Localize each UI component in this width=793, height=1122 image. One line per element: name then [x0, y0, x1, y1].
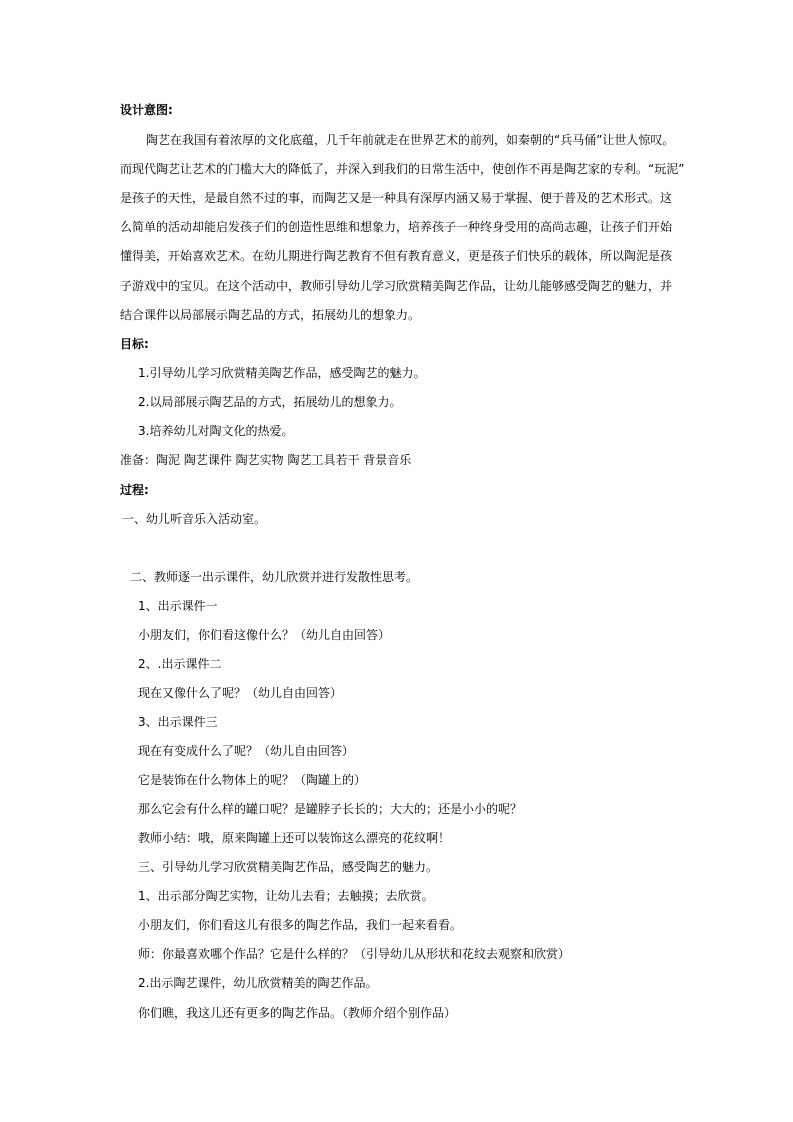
process-heading: 过程: [120, 483, 149, 497]
design-intent-line: 子游戏中的宝贝。在这个活动中，教师引导幼儿学习欣赏精美陶艺作品，让幼儿能够感受陶艺的魅力，并 [120, 279, 673, 293]
process-step: 1、出示部分陶艺实物，让幼儿去看；去触摸；去欣赏。 [138, 889, 434, 903]
process-step: 你们瞧，我这儿还有更多的陶艺作品。（教师介绍个别作品） [138, 1006, 457, 1020]
goal-item: 2.以局部展示陶艺品的方式，拓展幼儿的想象力。 [138, 395, 402, 409]
process-step: 3、出示课件三 [138, 715, 218, 729]
process-step: 2.出示陶艺课件，幼儿欣赏精美的陶艺作品。 [138, 976, 378, 990]
goals-heading: 目标: [120, 337, 149, 351]
process-step: 小朋友们，你们看这像什么？（幼儿自由回答） [138, 628, 391, 642]
process-step: 师：你最喜欢哪个作品？它是什么样的？（引导幼儿从形状和花纹去观察和欣赏） [138, 947, 571, 961]
process-step: 小朋友们，你们看这儿有很多的陶艺作品，我们一起来看看。 [138, 918, 463, 932]
process-step: 那么它会有什么样的罐口呢？是罐脖子长长的；大大的；还是小小的呢？ [138, 802, 523, 816]
process-step: 一、幼儿听音乐入活动室。 [122, 512, 267, 526]
process-step: 二、教师逐一出示课件，幼儿欣赏并进行发散性思考。 [130, 570, 419, 584]
preparation-line: 准备：陶泥 陶艺课件 陶艺实物 陶艺工具若干 背景音乐 [120, 453, 412, 467]
design-intent-line: 懂得美，开始喜欢艺术。在幼儿期进行陶艺教育不但有教育意义，更是孩子们快乐的载体，所以陶泥是孩 [120, 249, 673, 263]
goal-item: 1.引导幼儿学习欣赏精美陶艺作品，感受陶艺的魅力。 [138, 366, 426, 380]
goal-item: 3.培养幼儿对陶文化的热爱。 [138, 424, 294, 438]
process-step: 现在又像什么了呢？（幼儿自由回答） [138, 686, 343, 700]
design-intent-line: 而现代陶艺让艺术的门槛大大的降低了，并深入到我们的日常生活中，使创作不再是陶艺家的专利。“玩泥” [120, 162, 685, 176]
design-intent-line: 么简单的活动却能启发孩子们的创造性思维和想象力，培养孩子一种终身受用的高尚志趣，让孩子们开始 [120, 220, 673, 234]
process-step: 2、.出示课件二 [138, 657, 222, 671]
design-intent-line: 是孩子的天性，是最自然不过的事，而陶艺又是一种具有深厚内涵又易于掌握、便于普及的艺术形式。这 [120, 191, 673, 205]
design-intent-line: 结合课件以局部展示陶艺品的方式，拓展幼儿的想象力。 [120, 308, 421, 322]
design-intent-heading: 设计意图: [120, 103, 173, 117]
process-step: 教师小结：哦，原来陶罐上还可以装饰这么漂亮的花纹啊！ [138, 831, 451, 845]
process-step: 三、引导幼儿学习欣赏精美陶艺作品，感受陶艺的魅力。 [138, 860, 439, 874]
process-step: 现在有变成什么了呢？（幼儿自由回答） [138, 744, 355, 758]
design-intent-line: 陶艺在我国有着浓厚的文化底蕴，几千年前就走在世界艺术的前列，如秦朝的“兵马俑”让世人惊叹。 [146, 133, 675, 147]
process-step: 它是装饰在什么物体上的呢？（陶罐上的） [138, 773, 367, 787]
process-step: 1、出示课件一 [138, 599, 218, 613]
